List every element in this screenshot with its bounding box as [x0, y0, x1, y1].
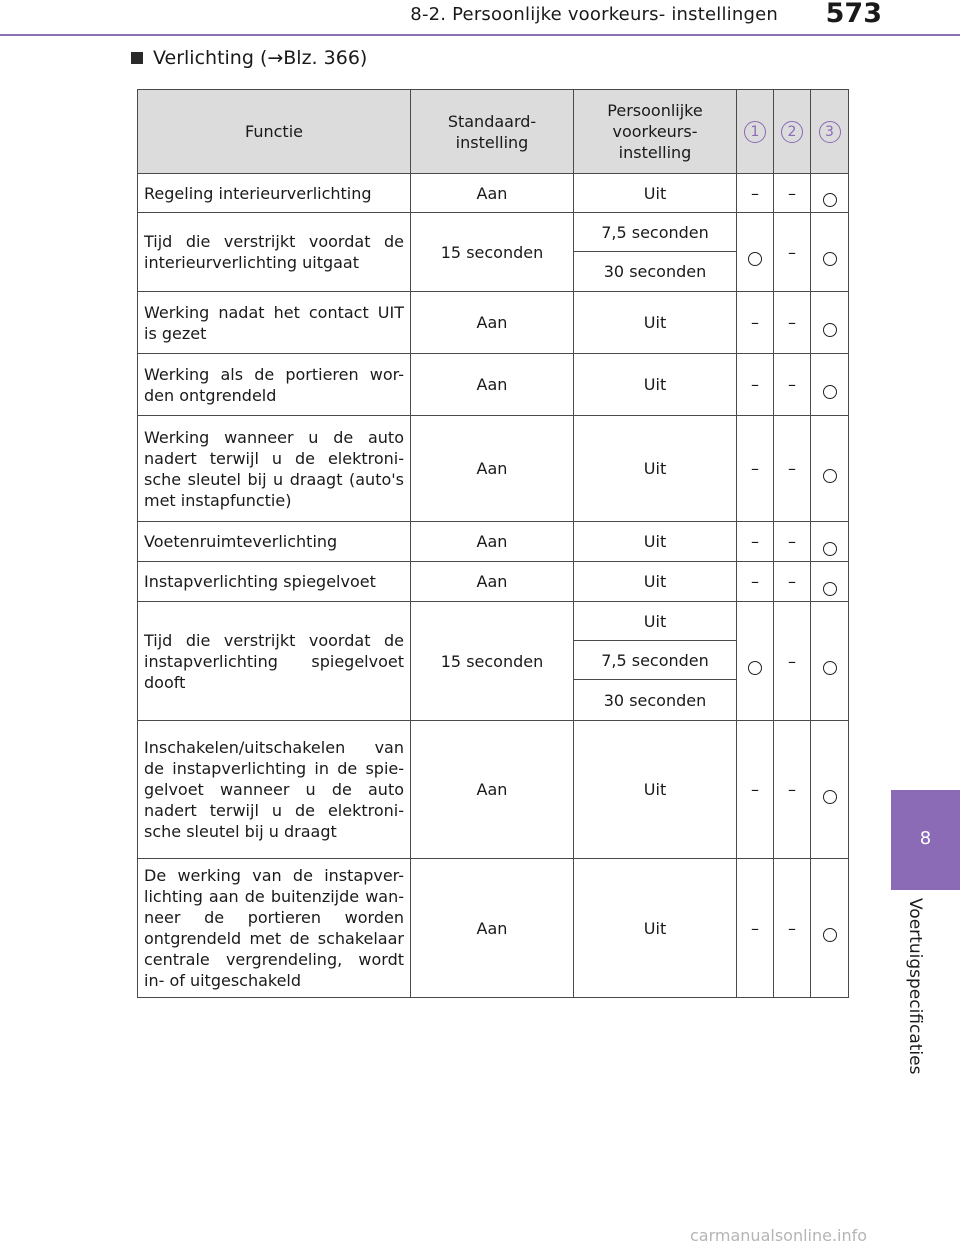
header-personal: Persoonlijke voorkeurs-instelling	[574, 90, 737, 174]
table-row	[138, 602, 849, 641]
dash-icon: –	[751, 313, 759, 332]
dash-icon: –	[788, 242, 796, 262]
dash-icon: –	[751, 375, 759, 394]
availability-cell	[811, 721, 849, 859]
option-cell: Uit	[574, 292, 737, 354]
function-cell: Regeling interieurverlichting	[138, 174, 411, 213]
circle-icon	[823, 790, 837, 804]
availability-cell	[811, 174, 849, 213]
availability-cell	[737, 562, 774, 602]
circle-icon	[823, 469, 837, 483]
header-function: Functie	[138, 90, 411, 174]
table-row	[138, 416, 849, 522]
availability-cell	[737, 859, 774, 998]
page-number: 573	[825, 0, 882, 29]
header-divider	[0, 34, 960, 36]
dash-icon: –	[751, 459, 759, 478]
settings-table	[137, 89, 849, 998]
section-title-text: Verlichting (→Blz. 366)	[153, 47, 368, 69]
function-cell: De werking van de instapver-lichting aan de buitenzijde wan-neer de portieren worden ontgrendeld met de schakelaar centrale vergrendeling, wordt in- of uitgeschakeld	[138, 859, 411, 998]
dash-icon: –	[788, 651, 796, 671]
section-title	[131, 47, 367, 69]
default-cell: Aan	[411, 859, 574, 998]
dash-icon: –	[751, 532, 759, 551]
default-cell: 15 seconden	[411, 213, 574, 292]
availability-cell	[737, 602, 774, 721]
circled-two-icon: 2	[781, 121, 803, 143]
availability-cell	[737, 416, 774, 522]
option-cell: 30 seconden	[574, 680, 737, 721]
chapter-tab[interactable]	[891, 790, 960, 890]
dash-icon: –	[788, 375, 796, 394]
dash-icon: –	[751, 780, 759, 799]
table-row	[138, 354, 849, 416]
table-row	[138, 213, 849, 252]
availability-cell	[811, 859, 849, 998]
header-col-2	[774, 90, 811, 174]
availability-cell	[737, 174, 774, 213]
circle-icon	[748, 661, 762, 675]
dash-icon: –	[788, 532, 796, 551]
header-title: 8-2. Persoonlijke voorkeurs- instellingen	[410, 4, 778, 25]
availability-cell	[737, 213, 774, 292]
table-row	[138, 859, 849, 998]
chapter-label-text: Voertuigspecificaties	[905, 898, 925, 1075]
page-header	[0, 0, 960, 36]
dash-icon: –	[788, 313, 796, 332]
function-cell: Werking nadat het contact UIT is gezet	[138, 292, 411, 354]
function-cell: Tijd die verstrijkt voordat de instapverlichting spiegelvoet dooft	[138, 602, 411, 721]
function-cell: Werking wanneer u de auto nadert terwijl u de elektroni-sche sleutel bij u draagt (auto's met instapfunctie)	[138, 416, 411, 522]
option-cell: Uit	[574, 602, 737, 641]
circled-one-icon: 1	[744, 121, 766, 143]
table-row	[138, 721, 849, 859]
chapter-label	[905, 898, 925, 1088]
availability-cell	[774, 292, 811, 354]
default-cell: Aan	[411, 292, 574, 354]
dash-icon: –	[751, 918, 759, 938]
table-row	[138, 292, 849, 354]
circle-icon	[823, 661, 837, 675]
dash-icon: –	[751, 183, 759, 203]
circle-icon	[823, 252, 837, 266]
dash-icon: –	[788, 572, 796, 591]
table-header-row	[138, 90, 849, 174]
watermark: carmanualsonline.info	[690, 1226, 868, 1245]
availability-cell	[811, 292, 849, 354]
availability-cell	[737, 354, 774, 416]
option-cell: 7,5 seconden	[574, 213, 737, 252]
availability-cell	[737, 292, 774, 354]
availability-cell	[811, 522, 849, 562]
bullet-square-icon	[131, 52, 143, 64]
availability-cell	[737, 721, 774, 859]
circle-icon	[823, 582, 837, 596]
circle-icon	[823, 323, 837, 337]
option-cell: 30 seconden	[574, 252, 737, 292]
default-cell: Aan	[411, 416, 574, 522]
header-col-1	[737, 90, 774, 174]
availability-cell	[774, 859, 811, 998]
availability-cell	[811, 213, 849, 292]
availability-cell	[811, 354, 849, 416]
circle-icon	[823, 385, 837, 399]
option-cell: Uit	[574, 416, 737, 522]
availability-cell	[774, 522, 811, 562]
circle-icon	[748, 252, 762, 266]
default-cell: Aan	[411, 522, 574, 562]
availability-cell	[774, 213, 811, 292]
table-row	[138, 174, 849, 213]
dash-icon: –	[788, 183, 796, 203]
default-cell: Aan	[411, 174, 574, 213]
default-cell: Aan	[411, 562, 574, 602]
circle-icon	[823, 193, 837, 207]
option-cell: Uit	[574, 522, 737, 562]
availability-cell	[774, 562, 811, 602]
function-cell: Tijd die verstrijkt voordat de interieurverlichting uitgaat	[138, 213, 411, 292]
circle-icon	[823, 542, 837, 556]
default-cell: Aan	[411, 721, 574, 859]
default-cell: Aan	[411, 354, 574, 416]
availability-cell	[737, 522, 774, 562]
chapter-number: 8	[919, 828, 932, 849]
function-cell: Instapverlichting spiegelvoet	[138, 562, 411, 602]
option-cell: Uit	[574, 174, 737, 213]
circle-icon	[823, 928, 837, 942]
availability-cell	[811, 602, 849, 721]
availability-cell	[774, 602, 811, 721]
option-cell: Uit	[574, 354, 737, 416]
header-col-3	[811, 90, 849, 174]
dash-icon: –	[751, 572, 759, 591]
availability-cell	[774, 174, 811, 213]
function-cell: Inschakelen/uitschakelen van de instapverlichting in de spie-gelvoet wanneer u de auto nadert terwijl u de elektroni-sche sleutel bij u draagt	[138, 721, 411, 859]
availability-cell	[811, 416, 849, 522]
default-cell: 15 seconden	[411, 602, 574, 721]
function-cell: Voetenruimteverlichting	[138, 522, 411, 562]
availability-cell	[774, 354, 811, 416]
circled-three-icon: 3	[819, 121, 841, 143]
option-cell: Uit	[574, 562, 737, 602]
table-body	[138, 174, 849, 998]
option-cell: Uit	[574, 721, 737, 859]
function-cell: Werking als de portieren wor-den ontgrendeld	[138, 354, 411, 416]
option-cell: 7,5 seconden	[574, 641, 737, 680]
dash-icon: –	[788, 918, 796, 938]
availability-cell	[774, 721, 811, 859]
table-row	[138, 522, 849, 562]
availability-cell	[811, 562, 849, 602]
option-cell: Uit	[574, 859, 737, 998]
dash-icon: –	[788, 459, 796, 478]
availability-cell	[774, 416, 811, 522]
header-default: Standaard-instelling	[411, 90, 574, 174]
dash-icon: –	[788, 780, 796, 799]
table-row	[138, 562, 849, 602]
